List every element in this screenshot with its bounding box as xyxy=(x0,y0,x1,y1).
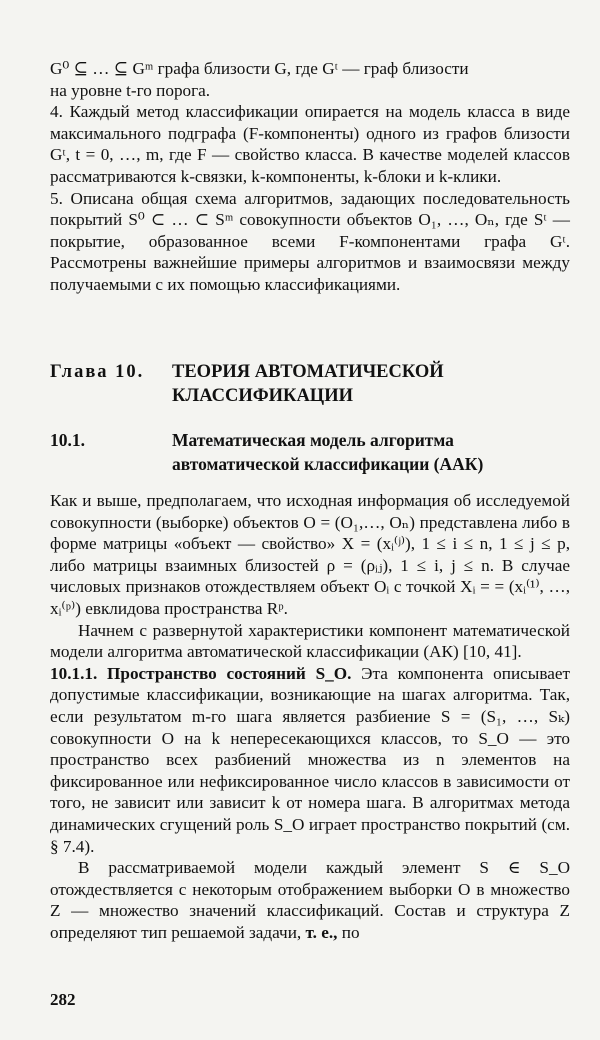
section-title-line-2: автоматической классификации (ААК) xyxy=(172,454,484,474)
paragraph-4-emphasis: т. е., xyxy=(301,922,338,942)
list-item-4: 4. Каждый метод классификации опирается на модель класса в виде максимального подграфа (F-компоненты) одного из графов близости Gᵗ, t = 0, …, m, где F — свойство класса. В качестве моделей классов рассматриваются k-связки, k-компоненты, k-блоки и k-клики. xyxy=(50,102,570,186)
paragraph-4 xyxy=(50,857,570,943)
chapter-heading xyxy=(50,360,570,412)
subsection-heading: 10.1.1. Пространство состояний S_O. xyxy=(50,663,352,683)
section-title xyxy=(172,428,570,476)
paragraph-3-text: Эта компонента описывает допустимые классификации, возникающие на шагах алгоритма. Так, если результатом m-го шага является разбиение S = (S₁, …, Sₖ) совокупности O на k непересекающихся классов, то S_O — это пространство всех разбиений множества из n элементов на фиксированное или нефиксированное число классов в зависимости от того, не зависит или зависит k от номера шага. В алгоритмах метода динамических сгущений роль S_O играет пространство покрытий (см. § 7.4). xyxy=(50,663,570,856)
list-item-5: 5. Описана общая схема алгоритмов, задающих последовательность покрытий S⁰ ⊂ … ⊂ Sᵐ совокупности объектов O₁, …, Oₙ, где Sᵗ — покрытие, образованное всеми F-компонентами графа Gᵗ. Рассмотрены важнейшие примеры алгоритмов и взаимосвязи между получаемыми с их помощью классификациями. xyxy=(50,188,570,294)
body-text xyxy=(50,490,570,943)
paragraph-4-tail: по xyxy=(337,922,360,942)
paragraph-2: Начнем с развернутой характеристики компонент математической модели алгоритма автоматической классификации (АК) [10, 41]. xyxy=(50,620,570,662)
page-number: 282 xyxy=(50,990,76,1009)
chapter-title xyxy=(172,360,444,408)
paragraph-3 xyxy=(50,663,570,857)
paragraph-4-text: В рассматриваемой модели каждый элемент S ∈ S_O отождествляется с некоторым отображением выборки O в множество Z — множество значений классификаций. Состав и структура Z определяют тип решаемой задачи, xyxy=(50,858,570,942)
intro-line-1: G⁰ ⊆ … ⊆ Gᵐ графа близости G, где Gᵗ — граф близости xyxy=(50,59,469,78)
section-title-line-1: Математическая модель алгоритма xyxy=(172,430,454,450)
chapter-title-line-1: ТЕОРИЯ АВТОМАТИЧЕСКОЙ xyxy=(172,362,444,382)
section-heading xyxy=(50,428,570,478)
intro-block xyxy=(50,58,570,296)
chapter-title-line-2: КЛАССИФИКАЦИИ xyxy=(172,386,353,406)
chapter-label: Глава 10. xyxy=(50,362,145,382)
intro-line-2: на уровне t-го порога. xyxy=(50,80,211,100)
section-number: 10.1. xyxy=(50,430,85,450)
paragraph-1: Как и выше, предполагаем, что исходная информация об исследуемой совокупности (выборке) объектов O = (O₁,…, Oₙ) представлена либо в форме матрицы «объект — свойство» X = (xᵢ⁽ʲ⁾), 1 ≤ i ≤ n, 1 ≤ j ≤ p, либо матрицы взаимных близостей ρ = (ρᵢⱼ), 1 ≤ i, j ≤ n. В случае числовых признаков отождествляем объект Oᵢ с точкой Xᵢ = = (xᵢ⁽¹⁾, …, xᵢ⁽ᵖ⁾) евклидова пространства Rᵖ. xyxy=(50,491,570,618)
